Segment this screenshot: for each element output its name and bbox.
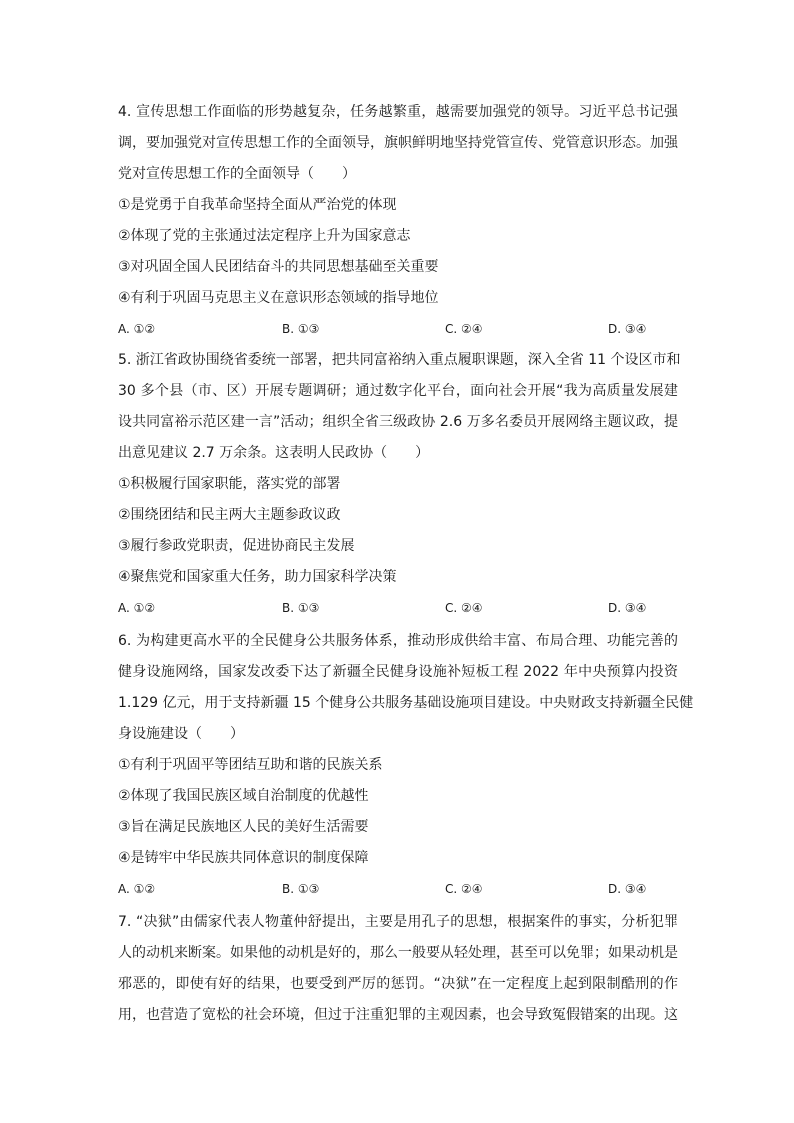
choice-d[interactable]: D. ③④ <box>608 601 647 615</box>
question-stem-line: 健身设施网络，国家发改委下达了新疆全民健身设施补短板工程 2022 年中央预算内投资 <box>118 664 678 680</box>
choice-d[interactable]: D. ③④ <box>608 882 647 896</box>
statement-4: ④聚焦党和国家重大任务，助力国家科学决策 <box>118 569 397 585</box>
question-5 <box>118 345 681 624</box>
choice-a[interactable]: A. ①② <box>118 322 156 336</box>
question-6 <box>118 626 694 905</box>
question-stem-line: 出意见建议 2.7 万余条。这表明人民政协（ ） <box>118 445 430 461</box>
question-stem-line: 人的动机来断案。如果他的动机是好的，那么一般要从轻处理，甚至可以免罪；如果动机是 <box>118 945 678 961</box>
question-stem-line: 6. 为构建更高水平的全民健身公共服务体系，推动形成供给丰富、布局合理、功能完善的 <box>118 633 678 649</box>
statement-2: ②围绕团结和民主两大主题参政议政 <box>118 507 341 523</box>
question-stem-line: 30 多个县（市、区）开展专题调研；通过数字化平台，面向社会开展“我为高质量发展建 <box>118 383 678 399</box>
choice-c[interactable]: C. ②④ <box>445 601 483 615</box>
choice-b[interactable]: B. ①③ <box>282 601 320 615</box>
answer-choices <box>118 874 678 905</box>
answer-choices <box>118 593 678 624</box>
statement-1: ①是党勇于自我革命坚持全面从严治党的体现 <box>118 197 397 213</box>
question-stem-line: 调，要加强党对宣传思想工作的全面领导，旗帜鲜明地坚持党管宣传、党管意识形态。加强 <box>118 135 678 151</box>
question-stem-line: 1.129 亿元，用于支持新疆 15 个健身公共服务基础设施项目建设。中央财政支持新疆全民健 <box>118 695 694 711</box>
question-stem-line: 邪恶的，即使有好的结果，也要受到严厉的惩罚。“决狱”在一定程度上起到限制酷刑的作 <box>118 976 678 992</box>
choice-d[interactable]: D. ③④ <box>608 322 647 336</box>
statement-4: ④是铸牢中华民族共同体意识的制度保障 <box>118 850 369 866</box>
statement-2: ②体现了我国民族区域自治制度的优越性 <box>118 788 369 804</box>
question-stem-line: 4. 宣传思想工作面临的形势越复杂，任务越繁重，越需要加强党的领导。习近平总书记强 <box>118 104 678 120</box>
statement-3: ③旨在满足民族地区人民的美好生活需要 <box>118 819 369 835</box>
choice-b[interactable]: B. ①③ <box>282 882 320 896</box>
statement-3: ③对巩固全国人民团结奋斗的共同思想基础至关重要 <box>118 259 439 275</box>
question-stem-line: 用，也营造了宽松的社会环境，但过于注重犯罪的主观因素，也会导致冤假错案的出现。这 <box>118 1007 678 1023</box>
choice-c[interactable]: C. ②④ <box>445 882 483 896</box>
choice-c[interactable]: C. ②④ <box>445 322 483 336</box>
statement-2: ②体现了党的主张通过法定程序上升为国家意志 <box>118 228 411 244</box>
choice-b[interactable]: B. ①③ <box>282 322 320 336</box>
statement-3: ③履行参政党职责，促进协商民主发展 <box>118 538 355 554</box>
question-stem-line: 7. “决狱”由儒家代表人物董仲舒提出，主要是用孔子的思想，根据案件的事实，分析犯罪 <box>118 914 678 930</box>
statement-1: ①积极履行国家职能，落实党的部署 <box>118 476 341 492</box>
question-4 <box>118 97 678 345</box>
answer-choices <box>118 314 678 345</box>
statement-4: ④有利于巩固马克思主义在意识形态领域的指导地位 <box>118 290 439 306</box>
choice-a[interactable]: A. ①② <box>118 882 156 896</box>
question-7 <box>118 907 678 1031</box>
question-stem-line: 党对宣传思想工作的全面领导（ ） <box>118 166 356 182</box>
choice-a[interactable]: A. ①② <box>118 601 156 615</box>
question-stem-line: 5. 浙江省政协围绕省委统一部署，把共同富裕纳入重点履职课题，深入全省 11 个设区市和 <box>118 352 681 368</box>
statement-1: ①有利于巩固平等团结互助和谐的民族关系 <box>118 757 383 773</box>
question-stem-line: 身设施建设（ ） <box>118 726 244 742</box>
question-stem-line: 设共同富裕示范区建一言”活动；组织全省三级政协 2.6 万多名委员开展网络主题议政，提 <box>118 414 678 430</box>
